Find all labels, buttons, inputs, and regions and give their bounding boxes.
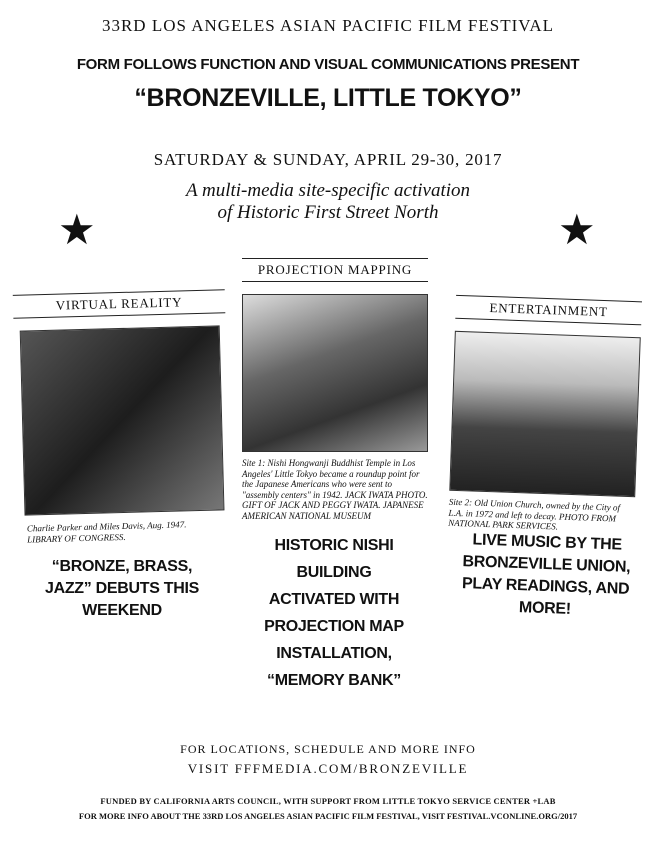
panel-headline xyxy=(234,532,434,694)
panel-label: VIRTUAL REALITY xyxy=(13,289,226,319)
headline-line: PROJECTION MAP xyxy=(264,618,404,635)
presenters-text: FORM FOLLOWS FUNCTION AND VISUAL COMMUNICATIONS PRESENT xyxy=(76,56,580,73)
nishi-temple-photo xyxy=(242,294,428,452)
info-line: FOR LOCATIONS, SCHEDULE AND MORE INFO xyxy=(180,742,476,756)
tagline-line: of Historic First Street North xyxy=(217,202,439,223)
event-title-text: “BRONZEVILLE, LITTLE TOKYO” xyxy=(134,84,522,112)
headline-line: PLAY READINGS, AND xyxy=(461,575,630,598)
tagline-line: A multi-media site-specific activation xyxy=(185,180,471,201)
panel-label: ENTERTAINMENT xyxy=(455,295,642,325)
headline-line: JAZZ” DEBUTS THIS xyxy=(44,580,200,597)
star-icon: ★ xyxy=(58,208,96,254)
star-icon: ★ xyxy=(558,208,596,254)
panel-virtual-reality xyxy=(13,289,231,544)
panel-label: PROJECTION MAPPING xyxy=(242,258,428,282)
festival-name: 33RD LOS ANGELES ASIAN PACIFIC FILM FESTIVAL xyxy=(101,16,555,35)
headline-line: HISTORIC NISHI xyxy=(274,537,394,554)
headline-line: INSTALLATION, xyxy=(276,645,392,662)
panel-projection-mapping xyxy=(242,258,428,521)
headline-line: MORE! xyxy=(518,599,572,618)
photo-caption: Site 1: Nishi Hongwanji Buddhist Temple in Los Angeles' Little Tokyo became a roundup point for the Japanese Americans who were sent to "assembly centers" in 1942. JACK IWATA PHOTO. GIFT OF JACK AND PEGGY IWATA. JAPANESE AMERICAN NATIONAL MUSEUM xyxy=(242,458,428,521)
headline-line: WEEKEND xyxy=(82,602,162,619)
photo-caption: Charlie Parker and Miles Davis, Aug. 1947. LIBRARY OF CONGRESS. xyxy=(26,519,187,545)
event-title xyxy=(8,84,648,113)
jazz-photo xyxy=(20,325,225,515)
presenters xyxy=(8,56,648,74)
headline-line: ACTIVATED WITH xyxy=(268,591,400,608)
headline-line: BUILDING xyxy=(296,564,372,581)
panel-headline xyxy=(445,529,648,624)
panel-entertainment xyxy=(448,295,642,535)
footer-funding: FUNDED BY CALIFORNIA ARTS COUNCIL, WITH SUPPORT FROM LITTLE TOKYO SERVICE CENTER +LAB xyxy=(100,796,556,806)
event-dates: SATURDAY & SUNDAY, APRIL 29-30, 2017 xyxy=(153,150,503,169)
headline-line: “BRONZE, BRASS, xyxy=(51,558,193,575)
footer-more-info: FOR MORE INFO ABOUT THE 33RD LOS ANGELES ASIAN PACIFIC FILM FESTIVAL, VISIT FESTIVAL.VCONLINE.ORG/2017 xyxy=(78,811,578,821)
headline-line: “MEMORY BANK” xyxy=(267,672,401,689)
headline-line: BRONZEVILLE UNION, xyxy=(462,553,631,576)
tagline xyxy=(8,180,648,224)
photo-caption: Site 2: Old Union Church, owned by the City of L.A. in 1972 and left to decay. PHOTO FROM NATIONAL PARK SERVICES. xyxy=(447,496,621,532)
panel-headline xyxy=(22,556,222,622)
headline-line: LIVE MUSIC BY THE xyxy=(472,531,623,554)
union-church-photo xyxy=(449,331,640,497)
info-url: VISIT FFFMEDIA.COM/BRONZEVILLE xyxy=(187,761,469,776)
